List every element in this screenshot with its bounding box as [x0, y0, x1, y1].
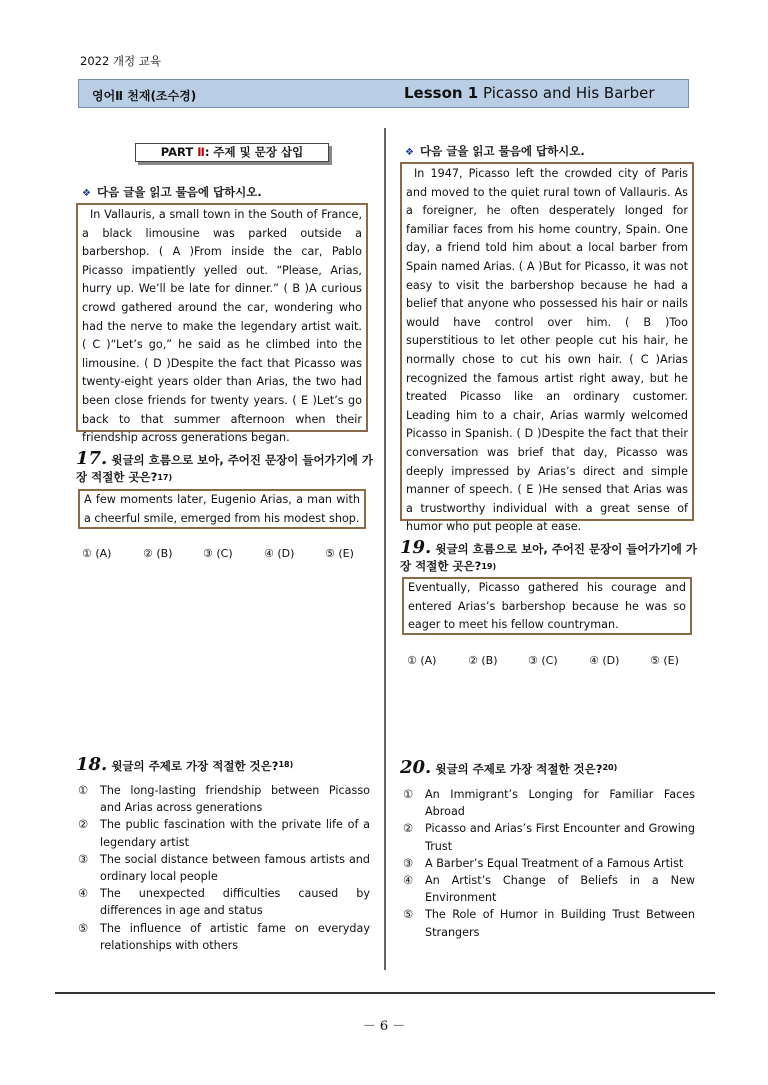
- option[interactable]: ⑤ (E): [325, 547, 354, 560]
- footnote-ref: 20): [602, 763, 618, 772]
- choice[interactable]: ① The long-lasting friendship between Picasso and Arias across generations: [78, 784, 370, 815]
- choices-18: [78, 782, 370, 954]
- option[interactable]: ② (B): [468, 654, 498, 667]
- passage-left: In Vallauris, a small town in the South of France, a black limousine was parked outside a barbershop. ( A )From inside the car, Pablo Picasso impatiently yelled out. “Please, Arias, hurry up. We’ll be late for dinner.” ( B )A curious crowd gathered around the car, wondering who had the nerve to make the legendary artist wait. ( C )“Let’s go,” he said as he climbed into the limousine. ( D )Despite the fact that Picasso was twenty-eight years older than Arias, the two had been close friends for twenty years. ( E )Let’s go back to that summer afternoon when their friendship across generations began.: [76, 203, 368, 432]
- choice[interactable]: ⑤ The influence of artistic fame on everyday relationships with others: [78, 921, 370, 952]
- footnote-ref: 19): [481, 562, 497, 571]
- given-sentence-17: A few moments later, Eugenio Arias, a man with a cheerful smile, emerged from his modest shop.: [78, 489, 366, 529]
- curriculum-note: 2022 개정 교육: [80, 54, 162, 68]
- lesson-title: [404, 84, 655, 102]
- choices-20: [403, 786, 695, 941]
- given-sentence-19: Eventually, Picasso gathered his courage and entered Arias’s barbershop because he was so eager to meet his fellow countryman.: [402, 577, 692, 635]
- question-18: [76, 756, 376, 775]
- question-20: [400, 759, 700, 778]
- part-title: : 주제 및 문장 삽입: [204, 145, 304, 159]
- choice[interactable]: ① An Immigrant’s Longing for Familiar Faces Abroad: [403, 788, 695, 819]
- question-number: 20.: [400, 757, 432, 778]
- footer-rule: [55, 992, 715, 994]
- page-number: － 6 －: [362, 1019, 406, 1034]
- options-17: [82, 547, 372, 560]
- question-17: [76, 450, 376, 486]
- choice[interactable]: ③ The social distance between famous artists and ordinary local people: [78, 852, 370, 884]
- choice[interactable]: ④ The unexpected difficulties caused by differences in age and status: [78, 887, 370, 918]
- option[interactable]: ② (B): [143, 547, 173, 560]
- option[interactable]: ③ (C): [203, 547, 233, 560]
- question-number: 18.: [76, 754, 108, 775]
- option[interactable]: ③ (C): [528, 654, 558, 667]
- question-19: [400, 539, 700, 575]
- option[interactable]: ④ (D): [264, 547, 295, 560]
- option[interactable]: ① (A): [82, 547, 112, 560]
- lesson-label: Lesson 1: [404, 84, 479, 102]
- question-text: 윗글의 주제로 가장 적절한 것은?: [111, 759, 279, 773]
- instruction-text: 다음 글을 읽고 물음에 답하시오.: [419, 144, 585, 158]
- choice[interactable]: ③ A Barber’s Equal Treatment of a Famous Artist: [403, 856, 684, 870]
- question-number: 17.: [76, 448, 108, 469]
- choice[interactable]: ② Picasso and Arias’s First Encounter and Growing Trust: [403, 822, 695, 853]
- instruction-left: [82, 184, 262, 200]
- option[interactable]: ④ (D): [589, 654, 620, 667]
- part-heading: [135, 143, 329, 162]
- passage-right: In 1947, Picasso left the crowded city of Paris and moved to the quiet rural town of Vallauris. As a foreigner, he often desperately longed for familiar faces from his home country, Spain. One day, a friend told him about a local barber from Spain named Arias. ( A )But for Picasso, it was not easy to visit the barbershop because he had a belief that anyone who possessed his hair or nails would have control over him. ( B )Too superstitious to let other people cut his hair, he normally chose to cut his own hair. ( C )Arias recognized the famous artist right away, but he treated Picasso like an ordinary customer. Leading him to a chair, Arias warmly welcomed Picasso in Spanish. ( D )Despite the fact that their conversation was brief that day, Picasso was deeply impressed by Arias’s direct and simple manner of speech. ( E )He sensed that Arias was a trustworthy individual with a great sense of humor who put people at ease.: [400, 162, 694, 521]
- question-text: 윗글의 주제로 가장 적절한 것은?: [435, 762, 603, 776]
- course-name: 영어Ⅱ 천재(조수경): [92, 89, 197, 103]
- lesson-subtitle: Picasso and His Barber: [483, 84, 655, 102]
- part-prefix: PART: [160, 145, 198, 159]
- diamond-bullet-icon: ❖: [405, 147, 414, 158]
- option[interactable]: ① (A): [407, 654, 437, 667]
- part-roman: Ⅱ: [197, 145, 205, 159]
- question-text: 윗글의 흐름으로 보아, 주어진 문장이 들어가기에 가장 적절한 곳은?: [76, 453, 374, 484]
- option[interactable]: ⑤ (E): [650, 654, 679, 667]
- footnote-ref: 17): [157, 473, 173, 482]
- question-number: 19.: [400, 537, 432, 558]
- diamond-bullet-icon: ❖: [82, 188, 91, 199]
- column-divider: [384, 128, 386, 970]
- lesson-banner: [78, 79, 689, 108]
- instruction-right: [405, 143, 585, 159]
- question-text: 윗글의 흐름으로 보아, 주어진 문장이 들어가기에 가장 적절한 곳은?: [400, 542, 698, 573]
- choice[interactable]: ④ An Artist’s Change of Beliefs in a New Environment: [403, 874, 695, 905]
- instruction-text: 다음 글을 읽고 물음에 답하시오.: [96, 185, 262, 199]
- choice[interactable]: ② The public fascination with the private life of a legendary artist: [78, 818, 370, 849]
- options-19: [407, 654, 697, 667]
- footnote-ref: 18): [278, 760, 294, 769]
- choice[interactable]: ⑤ The Role of Humor in Building Trust Between Strangers: [403, 908, 695, 939]
